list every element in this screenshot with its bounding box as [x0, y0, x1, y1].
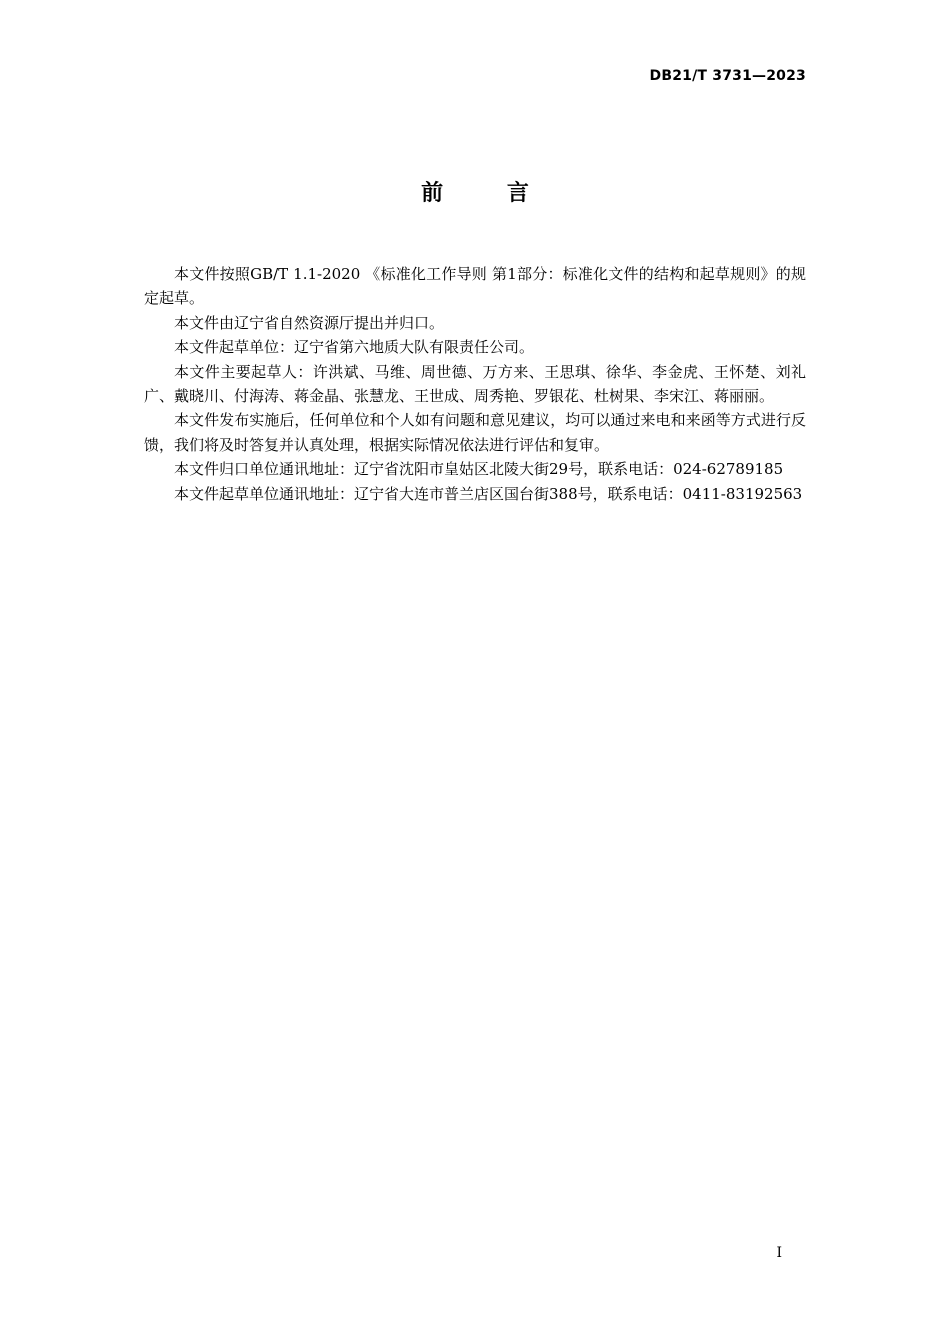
paragraph-drafting-rules: 本文件按照GB/T 1.1-2020 《标准化工作导则 第1部分：标准化文件的结构和起草规则》的规定起草。 [144, 265, 806, 308]
paragraph-drafting-unit: 本文件起草单位：辽宁省第六地质大队有限责任公司。 [174, 338, 535, 357]
paragraph-drafters: 本文件主要起草人：许洪斌、马维、周世德、万方来、王思琪、徐华、李金虎、王怀楚、刘礼广、戴晓川、付海涛、蒋金晶、张慧龙、王世成、周秀艳、罗银花、杜树果、李宋江、蒋丽丽。 [144, 362, 806, 406]
page-number: I [776, 1245, 782, 1261]
standard-number: DB21/T 3731—2023 [649, 68, 806, 84]
paragraph-feedback: 本文件发布实施后，任何单位和个人如有问题和意见建议，均可以通过来电和来函等方式进行反馈，我们将及时答复并认真处理，根据实际情况依法进行评估和复审。 [144, 411, 806, 454]
paragraph-admin-address: 本文件归口单位通讯地址：辽宁省沈阳市皇姑区北陵大街29号，联系电话：024-62789185 [174, 460, 784, 479]
page-title: 前 言 [421, 181, 557, 206]
foreword-body [144, 262, 806, 506]
paragraph-drafter-address: 本文件起草单位通讯地址：辽宁省大连市普兰店区国台街388号，联系电话：0411-83192563 [174, 484, 803, 503]
paragraph-proposer: 本文件由辽宁省自然资源厅提出并归口。 [174, 313, 445, 332]
